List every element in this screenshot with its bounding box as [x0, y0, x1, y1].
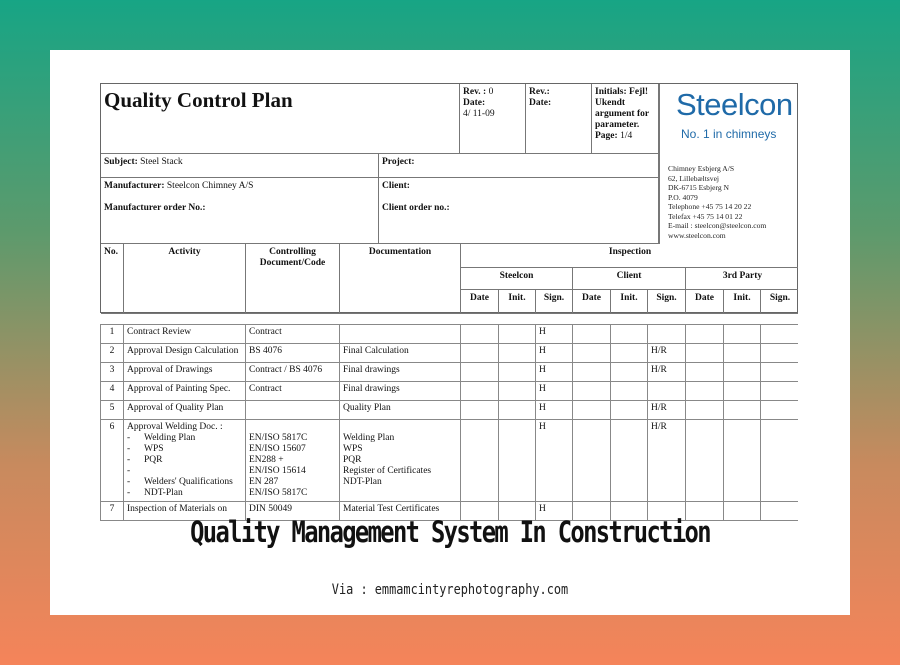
logo-wordmark: Steelcon: [676, 87, 793, 122]
table-row: 1 Contract Review Contract H: [101, 325, 799, 344]
client-cell: Client: Client order no.:: [379, 178, 659, 244]
document-header: [100, 83, 798, 313]
steelcon-logo: [659, 84, 798, 244]
table-row: 6 Approval Welding Doc. : - Welding Plan - WPS - PQR - - Welders' Qualifications - NDT-Plan EN/ISO 5817C EN/ISO 15607 EN288 + EN/ISO 15614 EN 287 EN/ISO 5817C Welding Plan WPS PQR Register of Certificates NDT-Plan H H/R: [101, 420, 799, 502]
group-header-third-party: 3rd Party: [686, 268, 798, 290]
table-row: 3 Approval of Drawings Contract / BS 4076 Final drawings H H/R: [101, 363, 799, 382]
inspection-table: [100, 324, 798, 521]
table-row: 7 Inspection of Materials on DIN 50049 Material Test Certificates H: [101, 502, 799, 521]
sub-header-init: Init.: [724, 290, 761, 314]
sub-header-init: Init.: [611, 290, 648, 314]
table-row: 2 Approval Design Calculation BS 4076 Final Calculation H H/R: [101, 344, 799, 363]
sub-header-date: Date: [461, 290, 499, 314]
sub-header-sign: Sign.: [536, 290, 573, 314]
revision-cell-1: Rev. : 0 Date: 4/ 11-09: [460, 84, 526, 154]
page-caption: Quality Management System In Construction: [190, 515, 710, 549]
manufacturer-cell: Manufacturer: Steelcon Chimney A/S Manufacturer order No.:: [101, 178, 379, 244]
column-header-no: No.: [101, 244, 124, 314]
column-header-controlling: Controlling Document/Code: [246, 244, 340, 314]
welding-doc-item: - NDT-Plan: [127, 488, 183, 498]
project-cell: Project:: [379, 154, 659, 178]
group-header-steelcon: Steelcon: [461, 268, 573, 290]
logo-tagline: No. 1 in chimneys: [681, 127, 777, 141]
group-header-client: Client: [573, 268, 686, 290]
revision-cell-2: Rev.: Date:: [526, 84, 592, 154]
initials-cell: Initials: Fejl! Ukendt argument for parameter. Page: 1/4: [592, 84, 659, 154]
sub-header-sign: Sign.: [648, 290, 686, 314]
image-card: [50, 50, 850, 615]
sub-header-init: Init.: [499, 290, 536, 314]
welding-doc-item: -: [127, 466, 131, 476]
source-credit: Via : emmamcintyrephotography.com: [331, 582, 569, 598]
sub-header-date: Date: [686, 290, 724, 314]
sub-header-sign: Sign.: [761, 290, 798, 314]
sub-header-date: Date: [573, 290, 611, 314]
column-header-documentation: Documentation: [340, 244, 461, 314]
table-row: 5 Approval of Quality Plan Quality Plan H H/R: [101, 401, 799, 420]
welding-doc-item: - PQR: [127, 455, 163, 465]
welding-doc-item: - WPS: [127, 444, 164, 454]
welding-doc-item: - Welders' Qualifications: [127, 477, 233, 487]
subject-cell: Subject: Steel Stack: [101, 154, 379, 178]
row6-activity: Approval Welding Doc. : - Welding Plan - WPS - PQR - - Welders' Qualifications - NDT-Plan: [124, 420, 246, 502]
page-title: Quality Control Plan: [101, 84, 460, 154]
table-row: 4 Approval of Painting Spec. Contract Final drawings H: [101, 382, 799, 401]
company-address: Chimney Esbjerg A/S 62, Lillebæltsvej DK-6715 Esbjerg N P.O. 4079 Telephone +45 75 14 20 22 Telefax +45 75 14 01 22 E-mail : steelcon@steelcon.com www.steelcon.com: [668, 164, 767, 240]
column-header-inspection: Inspection: [461, 244, 798, 268]
row6-item-list: [127, 433, 242, 499]
column-header-activity: Activity: [124, 244, 246, 314]
welding-doc-item: - Welding Plan: [127, 433, 196, 443]
quality-control-plan-document: [100, 83, 798, 557]
